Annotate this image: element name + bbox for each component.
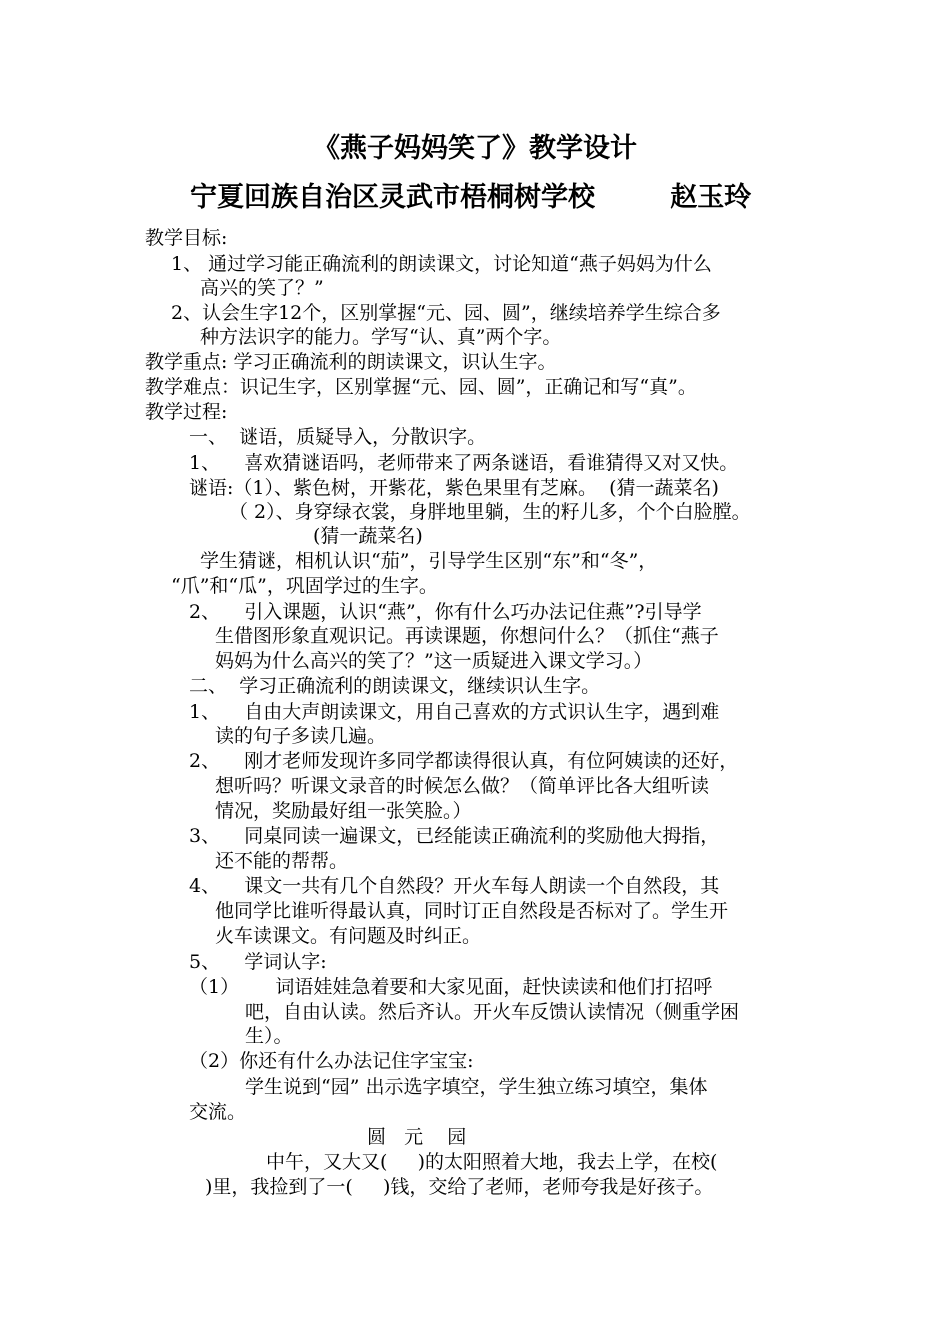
text-line: 吧，自由认读。然后齐认。开火车反馈认读情况（侧重学困	[245, 1001, 740, 1023]
text-line: （1） 词语娃娃急着要和大家见面，赶快读读和他们打招呼	[189, 976, 713, 998]
text-line: 他同学比谁听得最认真，同时订正自然段是否标对了。学生开	[215, 900, 729, 922]
text-line: 5、 学词认字:	[189, 951, 327, 973]
text-line: 二、 学习正确流利的朗读课文，继续识认生字。	[189, 675, 601, 697]
text-line: 中午，又大又( )的太阳照着大地，我去上学，在校(	[266, 1151, 718, 1173]
text-line: 交流。	[189, 1101, 247, 1123]
text-line: 生）。	[245, 1025, 293, 1047]
text-line: 学生猜谜，相机认识“茄”，引导学生区别“东”和“冬”，	[200, 550, 658, 572]
text-line: 学生说到“园” 出示选字填空，学生独立练习填空，集体	[245, 1076, 708, 1098]
text-line: 火车读课文。有问题及时纠正。	[215, 925, 482, 947]
text-line: 还不能的帮帮。	[215, 850, 349, 872]
text-line: 想听吗？听课文录音的时候怎么做？（简单评比各大组听读	[215, 775, 710, 797]
text-line: “爪”和“瓜”，巩固学过的生字。	[171, 575, 438, 597]
text-line: 生借图形象直观识记。再读课题，你想问什么？（抓住“燕子	[215, 625, 719, 647]
text-line: 2、 刚才老师发现许多同学都读得很认真，有位阿姨读的还好，	[189, 750, 739, 772]
text-line: 教学过程:	[145, 401, 228, 423]
text-line: （2）你还有什么办法记住字宝宝:	[189, 1050, 474, 1072]
doc-subtitle: 宁夏回族自治区灵武市梧桐树学校 赵玉玲	[190, 182, 752, 213]
text-line: 情况，奖励最好组一张笑脸。）	[215, 800, 472, 822]
text-line: 教学难点：识记生字，区别掌握“元、园、圆”，正确记和写“真”。	[145, 376, 697, 398]
text-line: 2、认会生字12个，区别掌握“元、园、圆”，继续培养学生综合多	[171, 302, 721, 324]
text-line: (猜一蔬菜名)	[313, 525, 423, 547]
text-line: （ 2）、身穿绿衣裳，身胖地里躺，生的籽儿多，个个白脸膛。	[229, 501, 751, 523]
text-line: 教学重点: 学习正确流利的朗读课文，识认生字。	[145, 351, 557, 373]
text-line: 种方法识字的能力。学写“认、真”两个字。	[200, 326, 562, 348]
text-line: 妈妈为什么高兴的笑了？”这一质疑进入课文学习。）	[215, 650, 653, 672]
text-line: 1、 喜欢猜谜语吗，老师带来了两条谜语，看谁猜得又对又快。	[189, 452, 739, 474]
text-line: 1、 通过学习能正确流利的朗读课文，讨论知道“燕子妈妈为什么	[171, 253, 712, 275]
doc-title: 《燕子妈妈笑了》教学设计	[313, 133, 637, 164]
text-line: 高兴的笑了？”	[200, 277, 324, 299]
text-line: 2、 引入课题，认识“燕”，你有什么巧办法记住燕”?引导学	[189, 601, 702, 623]
text-line: 4、 课文一共有几个自然段？开火车每人朗读一个自然段，其	[189, 875, 720, 897]
text-line: 教学目标:	[145, 227, 228, 249]
text-line: 谜语:（1）、紫色树，开紫花，紫色果里有芝麻。 (猜一蔬菜名)	[189, 477, 719, 499]
text-line: )里，我捡到了一( )钱，交给了老师，老师夸我是好孩子。	[205, 1176, 714, 1198]
text-line: 1、 自由大声朗读课文，用自己喜欢的方式识认生字，遇到难	[189, 701, 720, 723]
text-line: 3、 同桌同读一遍课文，已经能读正确流利的奖励他大拇指，	[189, 825, 720, 847]
text-line: 圆 元 园	[367, 1126, 467, 1148]
text-line: 读的句子多读几遍。	[215, 725, 387, 747]
text-line: 一、 谜语，质疑导入，分散识字。	[189, 426, 487, 448]
